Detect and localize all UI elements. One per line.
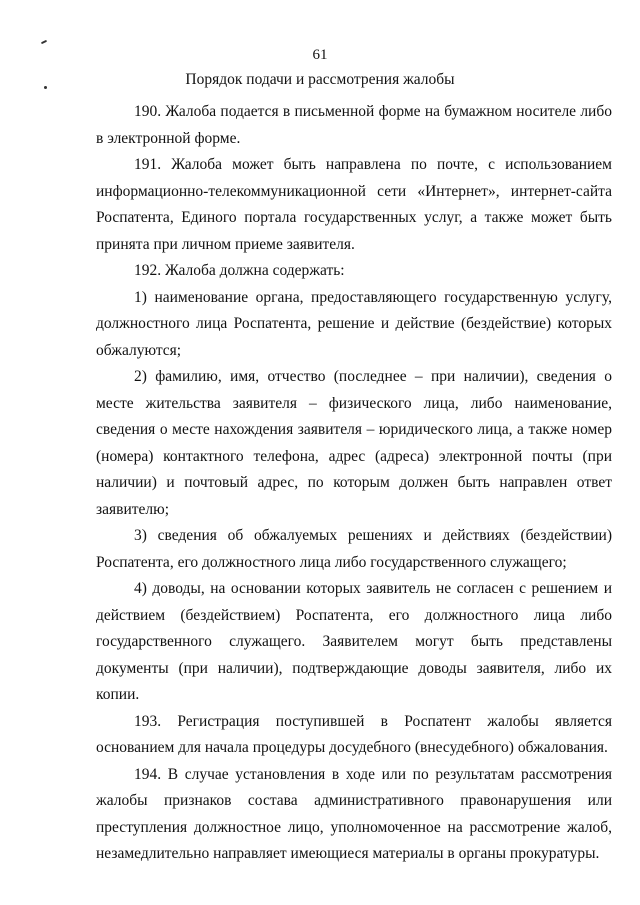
paragraph-193: 193. Регистрация поступившей в Роспатент жалобы является основанием для начала процедуры досудебного (внесудебного) обжалования.	[96, 712, 612, 756]
list-item-1: 1) наименование органа, предоставляющего государственную услугу, должностного лица Роспатента, решение и действие (бездействие) которых обжалуются;	[96, 288, 612, 359]
scan-mark	[41, 40, 47, 44]
paragraph-190: 190. Жалоба подается в письменной форме на бумажном носителе либо в электронной форме.	[96, 103, 612, 147]
paragraph-191: 191. Жалоба может быть направлена по почте, с использованием информационно-телекоммуникационной сети «Интернет», интернет-сайта Роспатента, Единого портала государственных услуг, а также может быть принята при личном приеме заявителя.	[96, 156, 612, 253]
paragraph-194: 194. В случае установления в ходе или по результатам рассмотрения жалобы признаков состава административного правонарушения или преступления должностное лицо, уполномоченное на рассмотрение жалоб, незамедлительно направляет имеющиеся материалы в органы прокуратуры.	[96, 765, 612, 862]
section-heading: Порядок подачи и рассмотрения жалобы	[185, 71, 455, 88]
paragraph-192: 192. Жалоба должна содержать:	[134, 262, 345, 279]
list-item-4: 4) доводы, на основании которых заявитель не согласен с решением и действием (бездействием) Роспатента, его должностного лица либо государственного служащего. Заявителем могут быть представлены документы (при наличии), подтверждающие доводы заявителя, либо их копии.	[96, 580, 612, 703]
document-body	[96, 99, 612, 868]
list-item-2: 2) фамилию, имя, отчество (последнее – при наличии), сведения о месте жительства заявителя – физического лица, либо наименование, сведения о месте нахождения заявителя – юридического лица, а также номер (номера) контактного телефона, адрес (адреса) электронной почты (при наличии) и почтовый адрес, по которым должен быть направлен ответ заявителю;	[96, 368, 612, 518]
page-number: 61	[312, 47, 328, 63]
list-item-3: 3) сведения об обжалуемых решениях и действиях (бездействии) Роспатента, его должностного лица либо государственного служащего;	[96, 527, 612, 571]
